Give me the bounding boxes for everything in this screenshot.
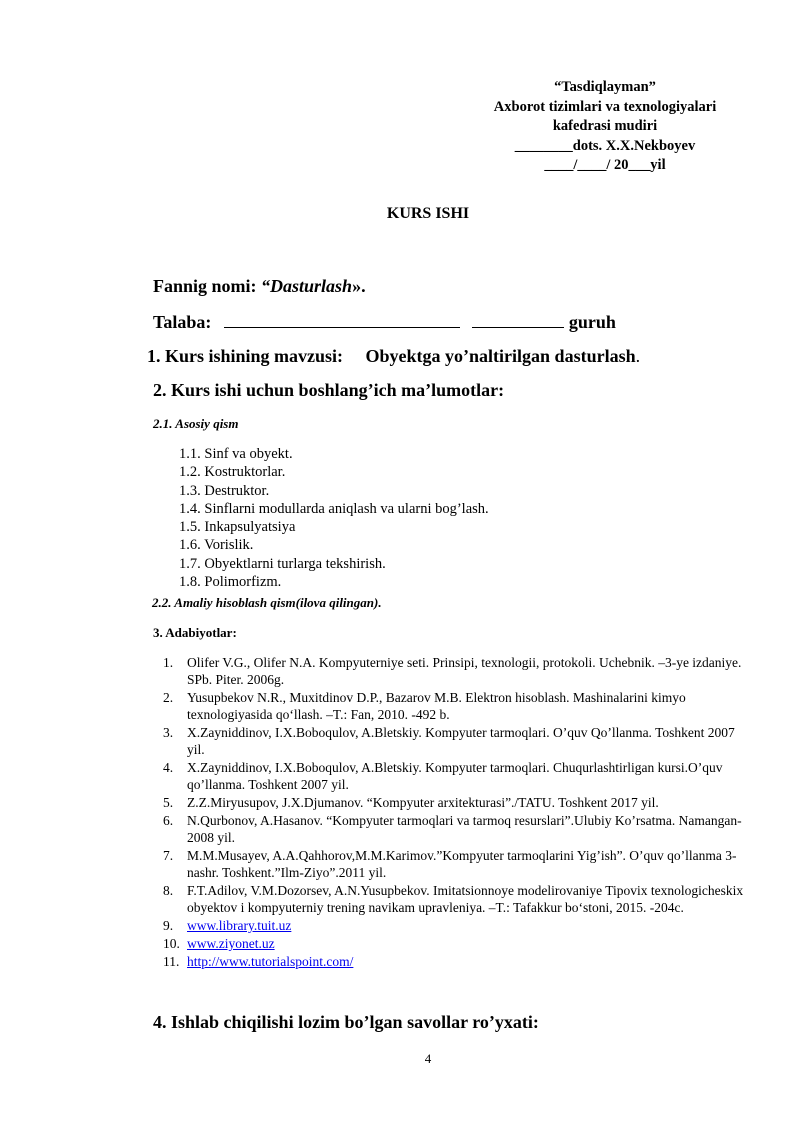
subject-suffix: ». [352,276,366,296]
reference-number: 6. [163,813,174,828]
approval-block [470,78,740,176]
reference-number: 8. [163,883,174,898]
reference-number: 5. [163,795,174,810]
reference-number: 1. [163,655,174,670]
reference-text: Olifer V.G., Olifer N.A. Kompyuterniye seti. Prinsipi, texnologii, protokoli. Uchebnik. –3-ye izdaniye. SPb. Piter. 2006g. [187,655,742,687]
list-item: 1.7. Obyektlarni turlarga tekshirish. [179,555,386,572]
approval-department: Axborot tizimlari va texnologiyalari [493,98,717,115]
reference-item [145,847,745,881]
reference-item [145,935,745,952]
reference-number: 2. [163,690,174,705]
student-name-blank [224,311,460,328]
topics-list [179,445,489,591]
reference-text: M.M.Musayev, A.A.Qahhorov,M.M.Karimov.”Kompyuter tarmoqlarini Yig’ish”. O’quv qo’llanma 3-nashr. Toshkent.”Ilm-Ziyo”.2011 yil. [187,848,737,880]
reference-number: 11. [163,954,180,969]
reference-item [145,917,745,934]
reference-number: 9. [163,918,174,933]
topic-line [147,346,640,367]
group-label: guruh [568,312,616,332]
reference-number: 4. [163,760,174,775]
reference-link-tutorialspoint[interactable]: http://www.tutorialspoint.com/ [187,954,354,969]
reference-item [145,794,745,811]
reference-text: N.Qurbonov, A.Hasanov. “Kompyuter tarmoqlari va tarmoq resurslari”.Ulubiy Ko’rsatma. Namangan-2008 yil. [187,813,742,845]
list-item: 1.2. Kostruktorlar. [179,464,286,481]
reference-text: X.Zayniddinov, I.X.Boboqulov, A.Bletskiy. Kompyuter tarmoqlari. O’quv Qo’llanma. Toshkent 2007 yil. [187,725,735,757]
reference-item [145,759,745,793]
topic-suffix: . [635,346,641,366]
list-item: 1.8. Polimorfizm. [179,574,282,591]
reference-number: 3. [163,725,174,740]
reference-item [145,812,745,846]
group-blank [472,311,564,328]
list-item: 1.1. Sinf va obyekt. [179,446,293,462]
approval-position: kafedrasi mudiri [552,118,658,134]
approval-signature: ________dots. X.X.Nekboyev [514,137,696,154]
reference-number: 7. [163,848,174,863]
student-label: Talaba: [153,312,212,332]
topic-value: Obyektga yo’naltirilgan dasturlash [365,346,636,366]
page-number: 4 [424,1051,432,1066]
reference-text: F.T.Adilov, V.M.Dozorsev, A.N.Yusupbekov. Imitatsionnoye modelirovaniye Tipovix texnologicheskix obyektov i kompyuterniy trening navikam upravleniya. –T.: Tafakkur bo‘stoni, 2015. -204c. [187,883,744,915]
reference-text: Yusupbekov N.R., Muxitdinov D.P., Bazarov M.B. Elektron hisoblash. Mashinalarini kimyo texnologiyasida qo‘llash. –T.: Fan, 2010. -492 b. [187,690,686,722]
references-list [145,654,745,971]
document-title: KURS ISHI [386,205,470,222]
reference-text: X.Zayniddinov, I.X.Boboqulov, A.Bletskiy. Kompyuter tarmoqlari. Chuqurlashtirligan kursi.O’quv qo’llanma. Toshkent 2007 yil. [187,760,723,792]
reference-item [145,953,745,970]
questions-heading: 4. Ishlab chiqilishi lozim bo’lgan savollar ro’yxati: [153,1012,539,1032]
reference-text: Z.Z.Miryusupov, J.X.Djumanov. “Kompyuter arxitekturasi”./TATU. Toshkent 2017 yil. [187,795,659,810]
list-item: 1.4. Sinflarni modullarda aniqlash va ularni bog’lash. [179,500,489,517]
student-line [153,311,616,333]
list-item: 1.5. Inkapsulyatsiya [179,519,296,536]
subject-value: “Dasturlash [261,276,353,296]
initial-data-heading: 2. Kurs ishi uchun boshlang’ich ma’lumotlar: [153,380,505,400]
reference-number: 10. [163,936,180,951]
subject-label: Fannig nomi: [153,276,257,296]
practical-heading: 2.2. Amaliy hisoblash qism(ilova qilingan). [152,595,382,610]
main-part-heading: 2.1. Asosiy qism [153,416,239,431]
reference-item [145,654,745,688]
references-heading: 3. Adabiyotlar: [153,625,237,640]
list-item: 1.3. Destruktor. [179,482,270,499]
reference-link-library[interactable]: www.library.tuit.uz [187,918,292,933]
subject-line [153,276,366,297]
approval-date: ____/____/ 20___yil [544,157,666,173]
topic-label: 1. Kurs ishining mavzusi: [147,346,344,366]
reference-item [145,724,745,758]
approval-title: “Tasdiqlayman” [554,79,656,95]
reference-link-ziyonet[interactable]: www.ziyonet.uz [187,936,275,951]
reference-item [145,882,745,916]
reference-item [145,689,745,723]
list-item: 1.6. Vorislik. [179,537,254,554]
